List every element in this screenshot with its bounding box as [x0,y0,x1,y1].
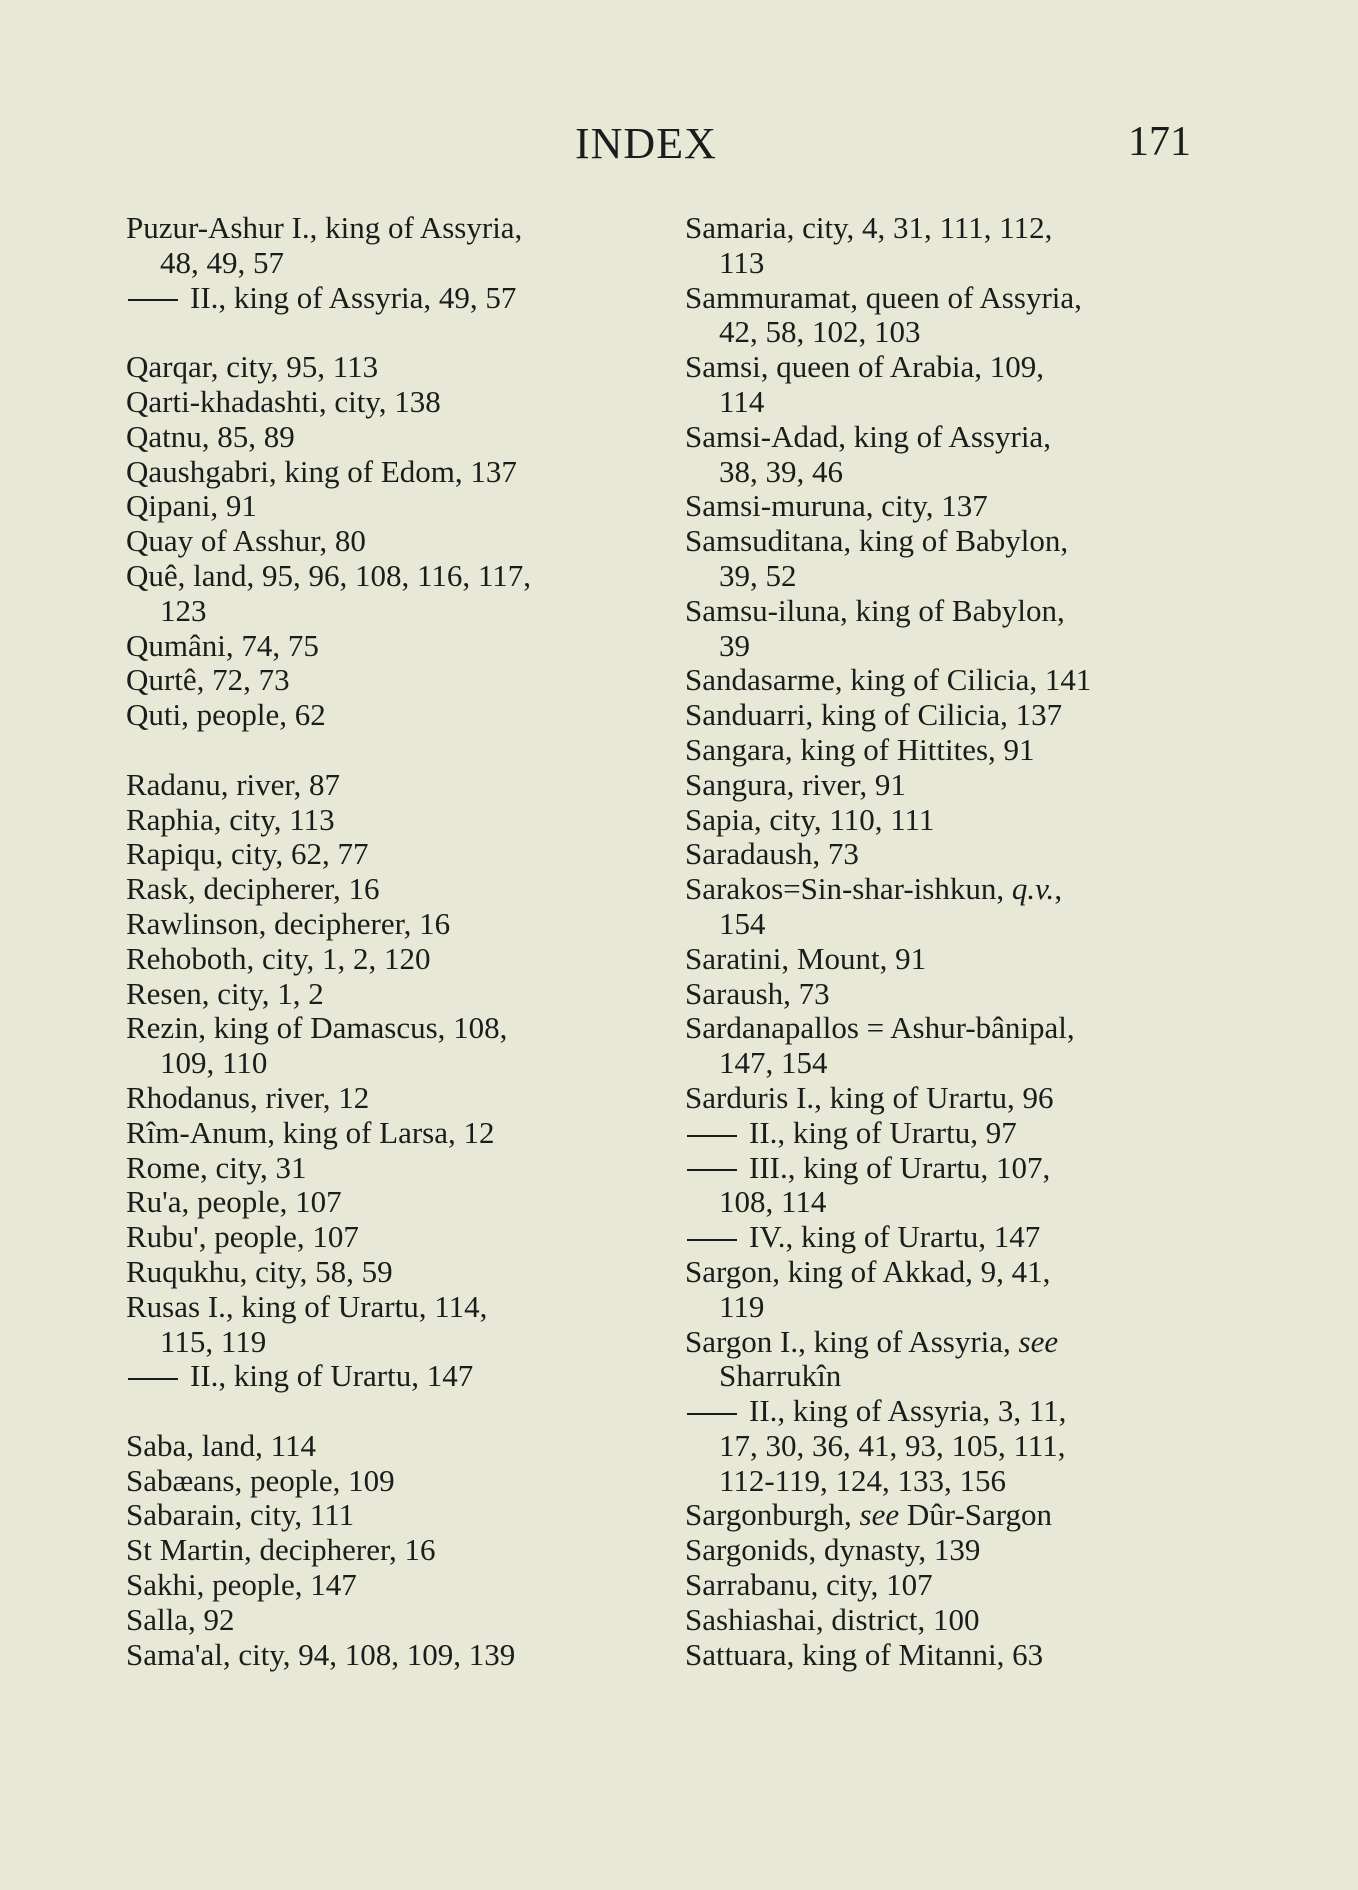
index-entry-continuation: 113 [719,244,765,280]
index-entry: Samsuditana, king of Babylon, [685,523,1069,559]
index-entry: Samsi-Adad, king of Assyria, [685,418,1051,454]
index-entry: Rubu', people, 107 [126,1219,359,1255]
index-entry: Rawlinson, decipherer, 16 [126,905,451,941]
index-entry-tail: Dûr-Sargon [899,1497,1053,1533]
index-entry-tail: , [1054,871,1063,907]
ditto-dash [687,1239,737,1241]
index-entry-continuation: 48, 49, 57 [160,244,284,280]
index-entry: Rhodanus, river, 12 [126,1079,370,1115]
index-entry-continuation: 39, 52 [719,557,797,593]
index-entry: Qarti-khadashti, city, 138 [126,383,441,419]
index-entry: Sattuara, king of Mitanni, 63 [685,1636,1044,1672]
index-entry: Samaria, city, 4, 31, 111, 112, [685,210,1053,245]
index-column-right [685,211,1197,1672]
index-entry: Rezin, king of Damascus, 108, [126,1010,508,1046]
index-entry: Raphia, city, 113 [126,801,335,837]
index-entry-continuation: 154 [719,905,766,941]
index-entry: Ruqukhu, city, 58, 59 [126,1253,393,1289]
index-entry: Qipani, 91 [126,488,257,524]
index-entry-continuation: 119 [719,1288,765,1324]
ditto-dash [128,299,178,301]
index-entry: Rehoboth, city, 1, 2, 120 [126,940,431,976]
section-gap [126,315,641,350]
index-column-left [126,211,641,1672]
index-entry: Samsu-iluna, king of Babylon, [685,592,1065,628]
cross-reference: q.v. [1011,871,1055,907]
index-entry-continuation: 112-119, 124, 133, 156 [719,1462,1007,1498]
cross-reference: see [859,1497,900,1533]
index-subentry [685,1394,1197,1429]
index-subentry [126,1359,641,1394]
index-entry: Samsi, queen of Arabia, 109, [685,349,1045,385]
index-entry-continuation: 123 [160,592,207,628]
index-subentry [685,1220,1197,1255]
page-title: INDEX [575,119,717,168]
index-entry-text: Sargonburgh, [685,1497,860,1533]
index-entry: Saratini, Mount, 91 [685,940,927,976]
index-entry: Rîm-Anum, king of Larsa, 12 [126,1114,495,1150]
index-entry: Sanduarri, king of Cilicia, 137 [685,697,1063,733]
section-gap [126,733,641,768]
index-entry: Puzur-Ashur I., king of Assyria, [126,210,523,245]
index-entry: Qaushgabri, king of Edom, 137 [126,453,517,489]
index-entry: Sashiashai, district, 100 [685,1601,980,1637]
index-entry: Sangura, river, 91 [685,766,906,802]
index-entry: Radanu, river, 87 [126,766,340,802]
index-entry: Qumâni, 74, 75 [126,627,319,663]
index-entry-text: Sarakos=Sin-shar-ishkun, [685,871,1012,907]
index-entry-continuation: 39 [719,627,750,663]
index-entry: Saba, land, 114 [126,1427,316,1463]
ditto-dash [128,1378,178,1380]
index-entry: Ru'a, people, 107 [126,1184,342,1220]
ditto-dash [687,1135,737,1137]
index-subentry [126,281,641,316]
index-entry-continuation: 17, 30, 36, 41, 93, 105, 111, [719,1427,1066,1463]
index-subentry-text: III., king of Urartu, 107, [749,1149,1051,1185]
index-subentry-text: II., king of Assyria, 49, 57 [190,279,517,315]
index-entry: Sarrabanu, city, 107 [685,1567,933,1603]
index-entry: St Martin, decipherer, 16 [126,1532,436,1568]
index-entry: Saradaush, 73 [685,836,859,872]
index-entry-continuation: 108, 114 [719,1184,827,1220]
index-entry: Sammuramat, queen of Assyria, [685,279,1082,315]
running-head [0,118,1358,174]
index-entry: Qatnu, 85, 89 [126,418,295,454]
index-entry: Rome, city, 31 [126,1149,307,1185]
index-entry: Rusas I., king of Urartu, 114, [126,1288,488,1324]
index-subentry-text: II., king of Urartu, 147 [190,1358,474,1394]
index-entry-text: Sargon I., king of Assyria, [685,1323,1019,1359]
index-entry: Sama'al, city, 94, 108, 109, 139 [126,1636,516,1672]
index-subentry [685,1151,1197,1186]
index-entry: Samsi-muruna, city, 137 [685,488,988,524]
index-entry: Resen, city, 1, 2 [126,975,324,1011]
index-subentry-text: IV., king of Urartu, 147 [749,1219,1041,1255]
index-entry [685,1498,1197,1533]
index-entry [685,872,1197,907]
index-subentry-text: II., king of Assyria, 3, 11, [749,1393,1067,1429]
page-number: 171 [1128,119,1191,165]
index-entry: Salla, 92 [126,1601,235,1637]
index-subentry [685,1116,1197,1151]
index-entry: Sakhi, people, 147 [126,1567,357,1603]
index-entry: Qurtê, 72, 73 [126,662,290,698]
index-entry: Rapiqu, city, 62, 77 [126,836,369,872]
index-entry: Sarduris I., king of Urartu, 96 [685,1079,1054,1115]
index-entry [685,1325,1197,1360]
index-entry: Rask, decipherer, 16 [126,871,380,907]
index-entry-continuation: Sharrukîn [719,1358,842,1394]
index-entry-continuation: 38, 39, 46 [719,453,843,489]
index-entry-continuation: 109, 110 [160,1045,268,1081]
index-entry-continuation: 147, 154 [719,1045,828,1081]
index-entry: Sargonids, dynasty, 139 [685,1532,981,1568]
index-entry: Saraush, 73 [685,975,830,1011]
index-entry: Sapia, city, 110, 111 [685,801,935,837]
ditto-dash [687,1413,737,1415]
index-entry: Quti, people, 62 [126,697,326,733]
index-entry: Sangara, king of Hittites, 91 [685,731,1035,767]
index-entry: Sargon, king of Akkad, 9, 41, [685,1253,1051,1289]
index-entry-continuation: 115, 119 [160,1323,267,1359]
index-entry: Sabæans, people, 109 [126,1462,395,1498]
index-entry: Sardanapallos = Ashur-bânipal, [685,1010,1075,1046]
ditto-dash [687,1169,737,1171]
index-subentry-text: II., king of Urartu, 97 [749,1114,1017,1150]
index-entry: Qarqar, city, 95, 113 [126,349,379,385]
index-entry: Quê, land, 95, 96, 108, 116, 117, [126,557,531,593]
section-gap [126,1394,641,1429]
index-entry: Quay of Asshur, 80 [126,523,366,559]
index-entry-continuation: 114 [719,383,765,419]
index-entry: Sabarain, city, 111 [126,1497,355,1533]
cross-reference: see [1018,1323,1059,1359]
index-entry-continuation: 42, 58, 102, 103 [719,314,921,350]
index-entry: Sandasarme, king of Cilicia, 141 [685,662,1092,698]
